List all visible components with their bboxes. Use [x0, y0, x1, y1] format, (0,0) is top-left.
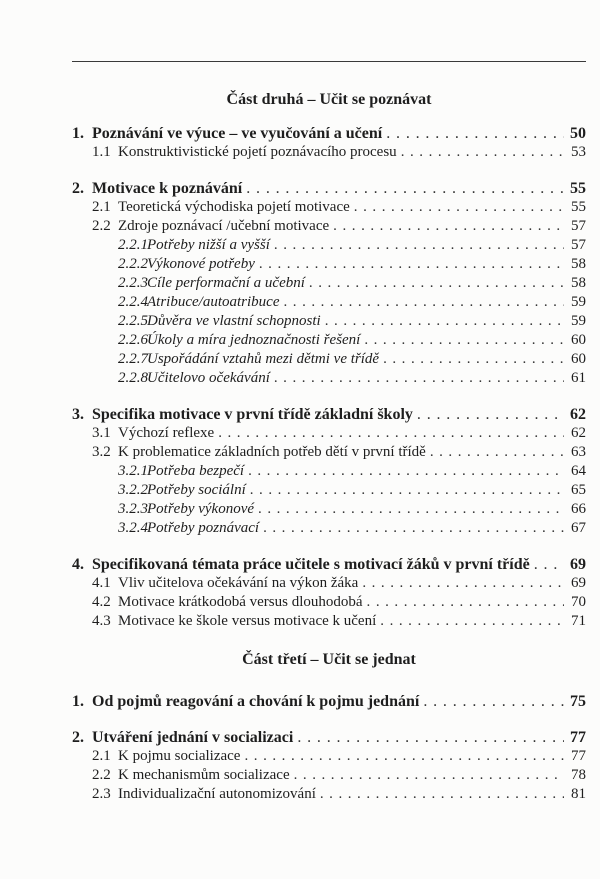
toc-subsection[interactable] [72, 236, 586, 255]
toc-section-number: 1.1 [92, 144, 111, 160]
dot-leader [430, 443, 564, 462]
dot-leader [354, 198, 564, 217]
toc-subsection[interactable] [72, 369, 586, 388]
toc-section-title: Teoretická východiska pojetí motivace [118, 199, 350, 215]
dot-leader [423, 692, 564, 711]
toc-chapter-page-number: 62 [570, 406, 586, 423]
toc-section[interactable] [72, 593, 586, 612]
dot-leader [417, 405, 564, 424]
toc-section[interactable] [72, 217, 586, 236]
toc-section-page-number: 81 [571, 786, 586, 802]
toc-subsection-number: 3.2.1 [118, 463, 148, 479]
toc-subsection-number: 2.2.3 [118, 275, 148, 291]
toc-section[interactable] [72, 766, 586, 785]
dot-leader [218, 424, 564, 443]
toc-section-title: Individualizační autonomizování [118, 786, 316, 802]
toc-section[interactable] [72, 785, 586, 804]
toc-subsection[interactable] [72, 462, 586, 481]
toc-section[interactable] [72, 747, 586, 766]
toc-chapter-number: 2. [72, 729, 84, 746]
toc-section-number: 2.2 [92, 218, 111, 234]
dot-leader [401, 143, 564, 162]
toc-chapter-page-number: 50 [570, 125, 586, 142]
toc-subsection-number: 2.2.6 [118, 332, 148, 348]
part-heading: Část třetí – Učit se jednat [242, 651, 416, 668]
toc-chapter[interactable] [72, 555, 586, 574]
toc-subsection-page-number: 61 [571, 370, 586, 386]
toc-section-number: 4.2 [92, 594, 111, 610]
dot-leader [294, 766, 564, 785]
toc-section-page-number: 55 [571, 199, 586, 215]
toc-part [72, 88, 586, 631]
toc-subsection-page-number: 65 [571, 482, 586, 498]
dot-leader [325, 312, 564, 331]
toc-section-page-number: 78 [571, 767, 586, 783]
dot-leader [283, 293, 564, 312]
toc-part [72, 648, 586, 804]
toc-subsection-page-number: 66 [571, 501, 586, 517]
toc-subsection-title: Potřeby nižší a vyšší [147, 237, 270, 253]
toc-section-title: K pojmu socializace [118, 748, 241, 764]
toc-section-number: 3.1 [92, 425, 111, 441]
dot-leader [263, 519, 564, 538]
toc-chapter-number: 3. [72, 406, 84, 423]
toc-subsection-title: Úkoly a míra jednoznačnosti řešení [147, 332, 361, 348]
toc-subsection-number: 3.2.3 [118, 501, 148, 517]
toc-chapter[interactable] [72, 692, 586, 711]
dot-leader [258, 500, 564, 519]
toc-subsection[interactable] [72, 519, 586, 538]
toc-subsection-number: 3.2.4 [118, 520, 148, 536]
toc-section[interactable] [72, 424, 586, 443]
dot-leader [380, 612, 564, 631]
toc-section-number: 3.2 [92, 444, 111, 460]
toc-subsection-number: 2.2.4 [118, 294, 148, 310]
toc-subsection-page-number: 60 [571, 332, 586, 348]
toc-subsection-title: Potřeby výkonové [147, 501, 255, 517]
toc-subsection-title: Potřeba bezpečí [147, 463, 245, 479]
toc-subsection-title: Cíle performační a učební [147, 275, 305, 291]
toc-subsection-number: 2.2.2 [118, 256, 148, 272]
toc-chapter-title: Specifikovaná témata práce učitele s motivací žáků v první třídě [92, 556, 530, 573]
dot-leader [274, 236, 564, 255]
toc-section-number: 2.1 [92, 199, 111, 215]
dot-leader [362, 574, 564, 593]
dot-leader [534, 555, 564, 574]
toc-chapter-page-number: 69 [570, 556, 586, 573]
toc-subsection-page-number: 67 [571, 520, 586, 536]
dot-leader [244, 747, 564, 766]
toc-subsection-title: Výkonové potřeby [147, 256, 255, 272]
part-heading: Část druhá – Učit se poznávat [226, 91, 432, 108]
toc-subsection-page-number: 59 [571, 313, 586, 329]
toc-chapter[interactable] [72, 728, 586, 747]
toc-subsection[interactable] [72, 481, 586, 500]
toc-subsection-number: 2.2.8 [118, 370, 148, 386]
toc-section-page-number: 57 [571, 218, 586, 234]
toc-section-title: K problematice základních potřeb dětí v první třídě [118, 444, 426, 460]
dot-leader [309, 274, 564, 293]
toc-chapter-page-number: 77 [570, 729, 586, 746]
toc-section-page-number: 77 [571, 748, 586, 764]
toc-chapter-title: Utváření jednání v socializaci [92, 729, 294, 746]
toc-subsection[interactable] [72, 312, 586, 331]
toc-subsection-page-number: 58 [571, 256, 586, 272]
dot-leader [297, 728, 564, 747]
toc-subsection[interactable] [72, 293, 586, 312]
toc-section[interactable] [72, 443, 586, 462]
toc-chapter[interactable] [72, 405, 586, 424]
toc-section-number: 4.1 [92, 575, 111, 591]
toc-subsection-page-number: 59 [571, 294, 586, 310]
table-of-contents [72, 62, 586, 804]
toc-section-number: 2.1 [92, 748, 111, 764]
toc-section-title: K mechanismům socializace [118, 767, 290, 783]
toc-subsection-title: Důvěra ve vlastní schopnosti [147, 313, 321, 329]
toc-subsection-title: Atribuce/autoatribuce [147, 294, 280, 310]
toc-chapter-number: 1. [72, 125, 84, 142]
toc-section-title: Výchozí reflexe [118, 425, 215, 441]
toc-section[interactable] [72, 574, 586, 593]
dot-leader [248, 462, 564, 481]
dot-leader [274, 369, 564, 388]
toc-subsection-title: Učitelovo očekávání [147, 370, 270, 386]
toc-subsection-page-number: 64 [571, 463, 586, 479]
toc-chapter-page-number: 75 [570, 693, 586, 710]
toc-section[interactable] [72, 143, 586, 162]
toc-section[interactable] [72, 198, 586, 217]
toc-chapter-number: 2. [72, 180, 84, 197]
toc-subsection[interactable] [72, 500, 586, 519]
toc-section-page-number: 71 [571, 613, 586, 629]
dot-leader [320, 785, 564, 804]
toc-section-title: Vliv učitelova očekávání na výkon žáka [118, 575, 359, 591]
toc-subsection-number: 2.2.1 [118, 237, 148, 253]
toc-subsection-page-number: 58 [571, 275, 586, 291]
toc-chapter[interactable] [72, 124, 586, 143]
toc-subsection-number: 2.2.5 [118, 313, 148, 329]
toc-subsection-number: 3.2.2 [118, 482, 148, 498]
toc-section-number: 4.3 [92, 613, 111, 629]
toc-subsection-page-number: 57 [571, 237, 586, 253]
toc-subsection-title: Potřeby poznávací [147, 520, 260, 536]
toc-section-number: 2.2 [92, 767, 111, 783]
toc-chapter-number: 4. [72, 556, 84, 573]
toc-chapter[interactable] [72, 179, 586, 198]
toc-subsection-number: 2.2.7 [118, 351, 148, 367]
toc-chapter-number: 1. [72, 693, 84, 710]
toc-subsection[interactable] [72, 255, 586, 274]
toc-subsection[interactable] [72, 331, 586, 350]
toc-section[interactable] [72, 612, 586, 631]
toc-section-page-number: 63 [571, 444, 586, 460]
toc-section-page-number: 53 [571, 144, 586, 160]
toc-chapter-title: Motivace k poznávání [92, 180, 243, 197]
dot-leader [246, 179, 564, 198]
toc-chapter-title: Od pojmů reagování a chování k pojmu jednání [92, 693, 420, 710]
toc-section-page-number: 62 [571, 425, 586, 441]
dot-leader [386, 124, 564, 143]
toc-section-title: Motivace krátkodobá versus dlouhodobá [118, 594, 363, 610]
toc-section-page-number: 69 [571, 575, 586, 591]
dot-leader [364, 331, 564, 350]
dot-leader [333, 217, 564, 236]
dot-leader [250, 481, 564, 500]
toc-section-page-number: 70 [571, 594, 586, 610]
toc-chapter-title: Poznávání ve výuce – ve vyučování a učení [92, 125, 383, 142]
dot-leader [383, 350, 564, 369]
toc-subsection-title: Uspořádání vztahů mezi dětmi ve třídě [147, 351, 380, 367]
toc-section-title: Zdroje poznávací /učební motivace [118, 218, 330, 234]
toc-chapter-title: Specifika motivace v první třídě základní školy [92, 406, 413, 423]
toc-subsection-title: Potřeby sociální [147, 482, 246, 498]
dot-leader [367, 593, 564, 612]
toc-section-title: Motivace ke škole versus motivace k učení [118, 613, 377, 629]
toc-section-title: Konstruktivistické pojetí poznávacího procesu [118, 144, 397, 160]
toc-subsection[interactable] [72, 274, 586, 293]
toc-subsection-page-number: 60 [571, 351, 586, 367]
dot-leader [259, 255, 564, 274]
toc-chapter-page-number: 55 [570, 180, 586, 197]
toc-subsection[interactable] [72, 350, 586, 369]
toc-section-number: 2.3 [92, 786, 111, 802]
